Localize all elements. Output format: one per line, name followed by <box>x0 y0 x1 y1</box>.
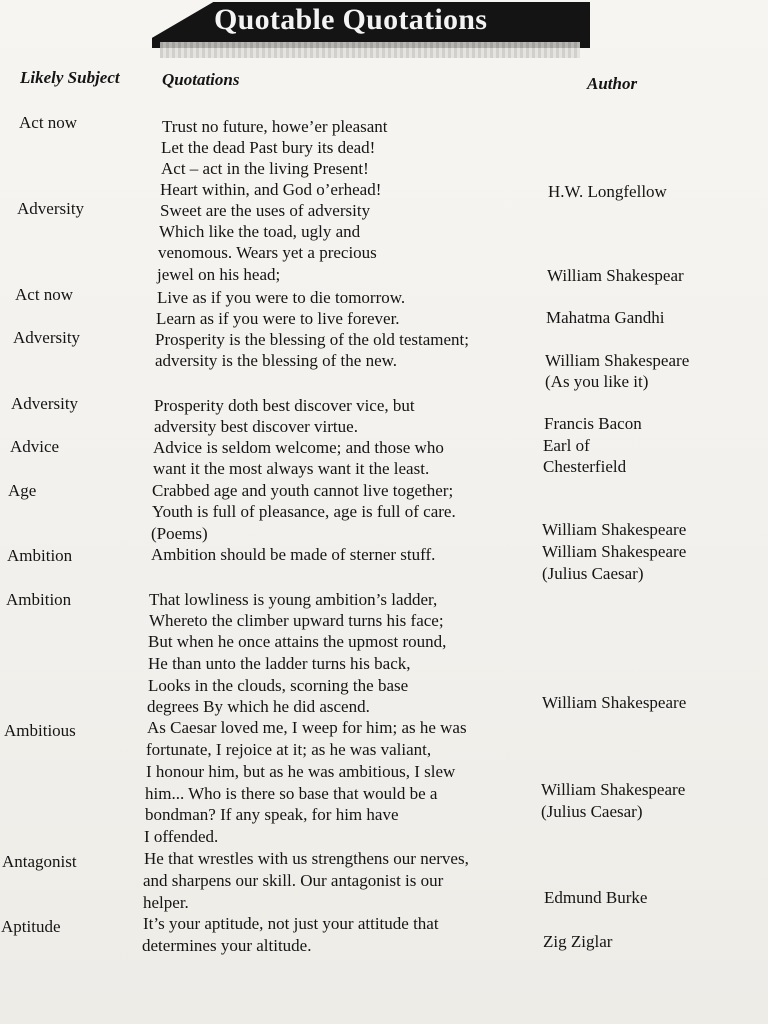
quote-line: Ambition should be made of sterner stuff. <box>151 545 436 564</box>
author-line: William Shakespeare <box>545 351 690 370</box>
quote-line: degrees By which he did ascend. <box>147 697 370 716</box>
subject-label: Ambitious <box>4 721 76 740</box>
quote-line: Looks in the clouds, scorning the base <box>148 676 409 695</box>
quotations-header: Quotations <box>162 70 240 89</box>
subject-label: Age <box>8 481 37 500</box>
subject-label: Aptitude <box>1 917 61 936</box>
author-line: (Julius Caesar) <box>541 802 643 821</box>
quote-line: I honour him, but as he was ambitious, I slew <box>146 762 456 781</box>
author-line: William Shakespeare <box>542 520 687 539</box>
author-line: H.W. Longfellow <box>548 182 667 201</box>
quote-line: Whereto the climber upward turns his face; <box>149 611 444 630</box>
subject-label: Adversity <box>11 394 79 413</box>
quote-line: adversity best discover virtue. <box>154 417 358 436</box>
quote-line: and sharpens our skill. Our antagonist is our <box>143 871 444 890</box>
subject-label: Act now <box>19 113 78 132</box>
subject-header: Likely Subject <box>20 68 120 87</box>
quote-line: I offended. <box>144 827 219 846</box>
quote-line: Sweet are the uses of adversity <box>160 201 371 220</box>
quote-line: He than unto the ladder turns his back, <box>148 654 411 673</box>
quote-line: Trust no future, howe’er pleasant <box>162 117 388 136</box>
quote-line: fortunate, I rejoice at it; as he was valiant, <box>146 740 432 759</box>
quote-line: him... Who is there so base that would be a <box>145 784 438 803</box>
quote-line: determines your altitude. <box>142 936 312 955</box>
quote-line: But when he once attains the upmost round, <box>148 632 447 651</box>
quote-line: As Caesar loved me, I weep for him; as he was <box>147 718 467 737</box>
author-line: Zig Ziglar <box>543 932 613 951</box>
author-line: Chesterfield <box>543 457 627 476</box>
author-line: Earl of <box>543 436 590 455</box>
subject-label: Ambition <box>7 546 73 565</box>
quote-line: Live as if you were to die tomorrow. <box>157 288 406 307</box>
subject-label: Ambition <box>6 590 72 609</box>
quote-line: Prosperity is the blessing of the old testament; <box>155 330 469 349</box>
quote-line: Act – act in the living Present! <box>161 159 369 178</box>
quote-line: Let the dead Past bury its dead! <box>161 138 376 157</box>
author-line: William Shakespear <box>547 266 684 285</box>
quote-line: want it the most always want it the least. <box>153 459 430 478</box>
quote-line: Heart within, and God o’erhead! <box>160 180 382 199</box>
quote-line: It’s your aptitude, not just your attitude that <box>143 914 439 933</box>
author-line: William Shakespeare <box>542 693 687 712</box>
quote-line: helper. <box>143 893 189 912</box>
quote-line: He that wrestles with us strengthens our nerves, <box>144 849 469 868</box>
author-line: Mahatma Gandhi <box>546 308 665 327</box>
quote-line: That lowliness is young ambition’s ladder, <box>149 590 438 609</box>
quote-line: Youth is full of pleasance, age is full of care. <box>152 502 456 521</box>
quote-line: venomous. Wears yet a precious <box>158 243 377 262</box>
quote-line: Crabbed age and youth cannot live together; <box>152 481 454 500</box>
subject-label: Advice <box>10 437 60 456</box>
author-line: William Shakespeare <box>542 542 687 561</box>
subject-label: Adversity <box>17 199 85 218</box>
author-line: (Julius Caesar) <box>542 564 644 583</box>
quote-line: bondman? If any speak, for him have <box>145 805 399 824</box>
page-title: Quotable Quotations <box>214 3 488 36</box>
quote-line: Prosperity doth best discover vice, but <box>154 396 415 415</box>
quote-line: Which like the toad, ugly and <box>159 222 361 241</box>
quote-line: adversity is the blessing of the new. <box>155 351 398 370</box>
author-line: (As you like it) <box>545 372 649 391</box>
quote-line: Advice is seldom welcome; and those who <box>153 438 444 457</box>
author-line: Edmund Burke <box>544 888 648 907</box>
author-header: Author <box>587 74 638 93</box>
author-line: William Shakespeare <box>541 780 686 799</box>
quote-line: jewel on his head; <box>157 265 281 284</box>
subject-label: Adversity <box>13 328 81 347</box>
subject-label: Antagonist <box>2 852 77 871</box>
author-line: Francis Bacon <box>544 414 642 433</box>
quote-line: Learn as if you were to live forever. <box>156 309 400 328</box>
banner-shadow <box>160 42 580 58</box>
subject-label: Act now <box>15 285 74 304</box>
quote-line: (Poems) <box>151 524 208 543</box>
